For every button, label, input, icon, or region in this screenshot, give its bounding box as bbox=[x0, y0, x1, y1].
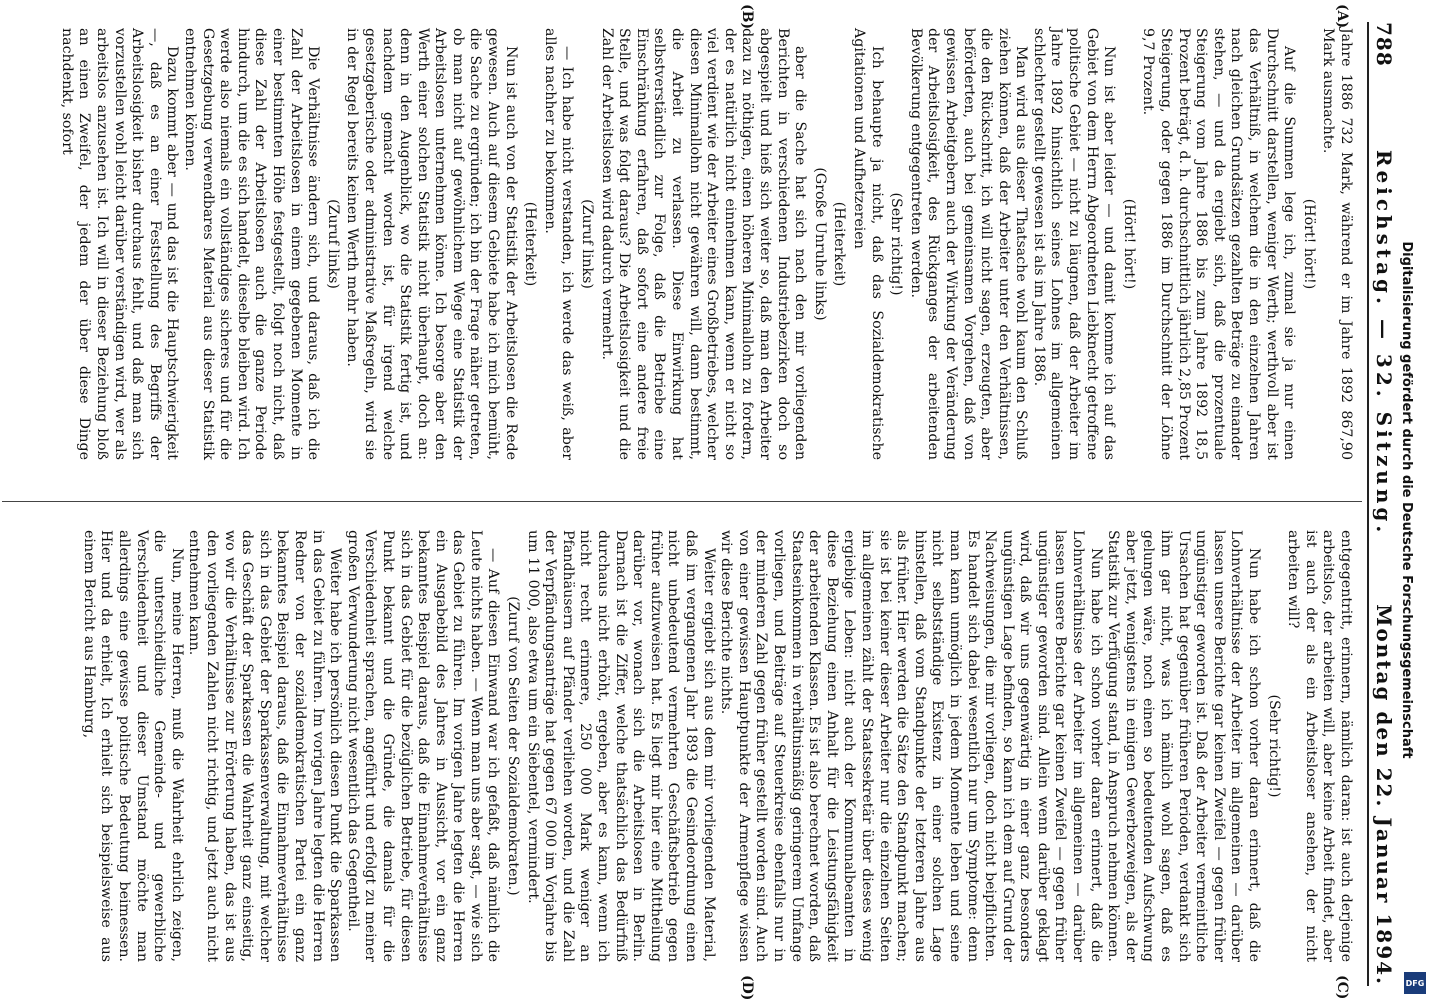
right-paragraph: Weiter ergiebt sich aus dem mir vorliegenden Material, daß im vergangenen Jahr 1893 die Gesindeordnung einen nicht unbedeutend vermehrten Geschäftsbetrieb gegen früher aufzuweisen hat. Es liegt mir hier eine Mittheilung darüber vor, wonach sich die Arbeitslosen in Berlin. Darnach ist die Ziffer, welche thatsächlich das Bedürfniß durchaus nicht erhöht, ergeben, aber es kann, wenn ich nicht recht erinnere, 250 000 Mark weniger an Pfandhäusern auf Pfänder verliehen worden, und die Zahl der Verpfändungsanträge hat gegen 67 000 im Vorjahre bis um 11 000, also etwa um ein Siebentel, vermindert. bbox=[524, 530, 717, 962]
left-interjection: (Heiterkeit) bbox=[831, 201, 848, 287]
left-paragraph: Nun ist auch von der Statistik der Arbeitslosen die Rede gewesen. Auch auf diesem Gebiete habe ich mich bemüht, die Sache zu ergründen; ich bin der Frage näher getreten, ob man nicht auf gewöhnlichem Wege eine Statistik der Arbeitslosen unternehmen könne. Ich besorge aber den Werth einer solchen Statistik nicht überhaupt, doch an: denn in den Augenblick, wo die Statistik fertig ist, und nachdem gemacht worden ist, für irgend welche gesetzgeberische oder administrative Maßregeln, wird sie in der Regel bereits keinen Werth mehr haben. bbox=[344, 28, 519, 460]
right-column bbox=[79, 530, 1354, 962]
margin-mark-b: (B) bbox=[739, 4, 755, 30]
left-interjection: (Zuruf links) bbox=[324, 199, 341, 289]
left-paragraph: Nun ist aber leider — und damit komme ich auf das Gebiet von dem Herrn Abgeordneten Liebknecht getroffene politische Gebiet — nicht zu läugnen, daß der Arbeiter im Jahre 1892 hinsichtlich seines Lohnes im allgemeinen schlechter gestellt gewesen ist als im Jahre 1886. bbox=[1030, 28, 1118, 460]
margin-mark-d: (D) bbox=[739, 975, 755, 1000]
right-paragraph: Nun habe ich schon vorher daran erinnert, daß die Lohnverhältnisse der Arbeiter im allgemeinen — darüber lassen unsere Berichte gar keinen Zweifel — gegen früher ungünstiger geworden sind. Allein wenn darüber geklagt wird, daß wir uns gegenwärtig in einer ganz besonders ungünstigen Lage befinden, so kann ich dem auf Grund der Nachweisungen, die mir vorliegen, doch nicht beipflichten. Es handelt sich dabei wesentlich nur um Symptome: denn man kann unmöglich in jedem Momente leben und seine nicht selbstständige Existenz in einer solchen Lage hinstellen, daß vom Standpunkte der letzteren Jahre aus als früher. Hier werden die Sätze den Standpunkt machen; sie ist bei keiner dieser Arbeiter nur die einzelnen Seiten im allgemeinen zählt der Staatssekretär über dieses wenig ergiebige Leben: nicht auch der Kommunalbeamten in diese Beziehung einen Anhalt für die Leistungsfähigkeit der arbeitenden Klassen. Es ist also berechnet worden, daß Staatseinkommen in verhältnismäßig geringerem Umfange vorliegen, und Beiträge auf Steuerkreise ebenfalls nur in der minderen Zahl gegen früher gestellt worden sind. Auch von einer gewissen Hauptpunkte der Armenpflege wissen wir diese Berichte nichts. bbox=[718, 530, 1104, 962]
left-paragraph: Die Verhältnisse ändern sich, und daraus, daß ich die Zahl der Arbeitslosen in einem gegebenen Momente in einer bestimmten Höhe festgestellt, folgt noch nicht, daß diese Zahl der Arbeitslosen auch die ganze Periode hindurch, um die es sich handelt, dieselbe bleiben wird. Ich werde also niemals ein vollständiges sicheres und für die Gesetzgebung verwendbares Material aus dieser Statistik entnehmen können. bbox=[182, 28, 322, 460]
footer-credit: Digitalisierung gefördert durch die Deutsche Forschungsgemeinschaft bbox=[1399, 241, 1414, 759]
right-paragraph: Nun habe ich schon vorher daran erinnert, daß die Lohnverhältnisse der Arbeiter im allgemeinen — darüber lassen unsere Berichte gar keinen Zweifel — gegen früher ungünstiger geworden ist. Daß der Arbeiter vermeintliche Ursachen hat gegenüber früheren Perioden, verdankt sich ihm gar nicht, was ich nämlich wohl sagen, daß es gelungen wäre, noch einen so bedeutenden Aufschwung aber jetzt, wenigstens in einigen Gewerbezweigen, als der Statistik zur Verfügung stand, in Anspruch nehmen können. bbox=[1105, 530, 1263, 962]
column-divider bbox=[2, 501, 1362, 502]
left-paragraph: Jahre 1886 732 Mark, während er im Jahre 1892 867,90 Mark ausmachte. bbox=[1320, 28, 1354, 460]
right-paragraph: entgegentritt, erinnern, nämlich daran: ist auch derjenige arbeitslos, der arbeiten will, aber keine Arbeit findet, aber ist auch der als ein Arbeitsloser ansehen, der nicht arbeiten will? bbox=[1285, 530, 1354, 962]
left-interjection: (Hört! hört!) bbox=[1120, 198, 1137, 290]
right-paragraph: Weiter habe ich persönlich diesen Punkt die Sparkassen in das Gebiet zu führen. Im vorigen Jahre legten die Herren Redner von der sozialdemokratischen Partei ein ganz bekanntes Beispiel daraus, daß die Einnahmeverhältnisse sich in das Gebiet der Sparkassenverwaltung, mit welcher das Geschäft der Sparkassen die Wahrheit ganz einseitig, wo wir die Verhältnisse zur Erörterung haben, das ist aus den vorliegenden Zahlen nicht richtig, und jetzt auch nicht entnehmen kann. bbox=[186, 530, 344, 962]
margin-mark-c: (C) bbox=[1334, 975, 1350, 1000]
left-interjection: (Große Unruhe links) bbox=[811, 167, 828, 321]
session-date: Montag den 22. Januar 1894. bbox=[1372, 604, 1396, 986]
left-paragraph: Ich behaupte ja nicht, daß das Sozialdemokratische Agitationen und Aufhetzereien bbox=[850, 28, 885, 460]
left-interjection: (Sehr richtig!) bbox=[888, 192, 905, 296]
left-interjection: (Hört! hört!) bbox=[1300, 198, 1317, 290]
left-paragraph: Man wird aus dieser Thatsache wohl kaum den Schluß ziehen können, daß der Arbeiter unter den Verhältnissen, die den Rückschritt, ich will nicht sagen, erzeugten, aber beförderten, auch bei gemeinsamen Vorgehen, daß von gewissen Arbeitgebern auch der Wirkung der Veränderung der Arbeitslosigkeit, des Rückganges der arbeitenden Bevölkerung entgegentreten werden. bbox=[907, 28, 1030, 460]
left-paragraph: — Ich habe nicht verstanden, ich werde das weiß, aber alles nachher zu bekommen. bbox=[541, 28, 576, 460]
left-paragraph: aber die Sache hat sich nach den mir vorliegenden Berichten in verschiedenen Industriebezirken doch so abgespielt und hieß sich weiter so, daß man den Arbeiter dazu zu nöthigen, einen höheren Minimallohn zu fordern, der es natürlich nicht einnehmen kann, wenn er nicht so viel verdient wie der Arbeiter eines Großbetriebes, welcher diesen Minimallohn nicht gewähren will, dann bestimmt, die Arbeit zu verlassen. Diese Einwirkung hat selbstverständlich zur Folge, daß die Betriebe eine Einschränkung erfahren, daß sofort eine andere freie Stelle, und was folgt daraus? Die Arbeitslosigkeit und die Zahl der Arbeitslosen wird dadurch vermehrt. bbox=[598, 28, 809, 460]
right-paragraph: — Auf diesen Einwand war ich gefaßt, daß nämlich die Leute nichts haben. — Wenn man uns aber sagt, — wie sich das Gebiet zu führen. Im vorigen Jahre legten die Herren ein Ausgabebild des Jahres in Aussicht, vor ein ganz bekanntes Beispiel daraus, daß die Einnahmeverhältnisse sich in das Gebiet für die bezüglichen Betriebe, für diesen Punkt bekannt und die Gründe, die damals für die Verschiedenheit sprachen, angeführt und erfolgt zu meiner großen Verwunderung nicht wesentlich das Gegentheil. bbox=[344, 530, 502, 962]
left-interjection: (Zuruf links) bbox=[579, 199, 596, 289]
left-paragraph: Auf die Summen lege ich, zumal sie ja nur einen Durchschnitt darstellen, weniger Werth; werthvoll aber ist das Verhältniß, in welchem die in den einzelnen Jahren nach gleichen Grundsätzen gezahlten Beträge zu einander stehen, — und da ergiebt sich, daß die prozentuale Steigerung vom Jahre 1886 bis zum Jahre 1892 18,5 Prozent beträgt, d. h. durchschnittlich jährlich 2,85 Prozent Steigerung, oder gegen 1886 im Durchschnitt der Löhne 9,7 Prozent. bbox=[1140, 28, 1298, 460]
dfg-logo: DFG bbox=[1404, 972, 1426, 994]
page-title: Reichstag. — 32. Sitzung. bbox=[1372, 149, 1396, 537]
right-paragraph: Nun, meine Herren, muß die Wahrheit ehrlich zeigen, die unterschiedliche Gemeinde- und gewerbliche Verschiedenheit und dieser Umstand möchte man allerdings eine gewisse politische Bedeutung beimessen. Hier und da erhielt, Ich erhielt sich beispielsweise aus einem Bericht aus Hamburg, bbox=[80, 530, 185, 962]
margin-mark-a: (A) bbox=[1334, 4, 1350, 29]
left-column bbox=[57, 28, 1354, 460]
right-interjection: (Sehr richtig!) bbox=[1265, 694, 1282, 798]
right-interjection: (Zuruf von Seiten der Sozialdemokraten.) bbox=[505, 596, 522, 896]
left-interjection: (Heiterkeit) bbox=[522, 201, 539, 287]
page-number: 788 bbox=[1372, 22, 1396, 67]
left-paragraph: Dazu kommt aber — und das ist die Hauptschwierigkeit —, daß es an einer Feststellung des Begriffs der Arbeitslosigkeit bisher durchaus fehlt, und daß man sich vorzustellen wohl leicht darüber verständigen wird, wer als arbeitslos anzusehen ist. Ich will in dieser Beziehung bloß an einen Zweifel, der jedem der über diese Dinge nachdenkt, sofort bbox=[58, 28, 181, 460]
